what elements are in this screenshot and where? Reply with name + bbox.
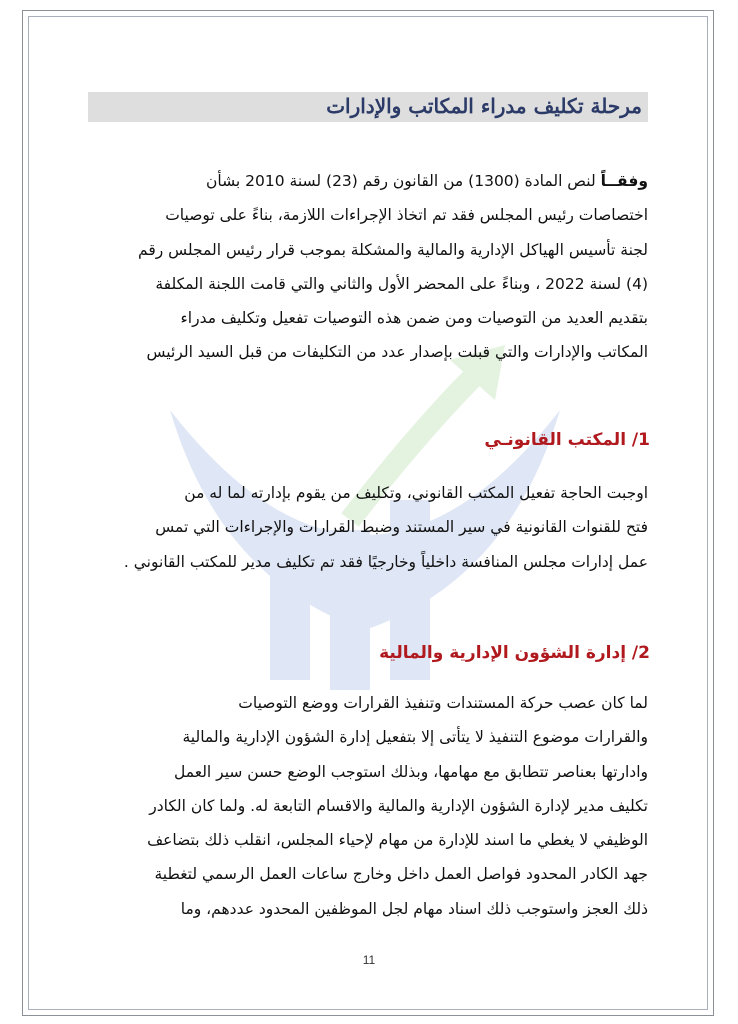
page-number: 11 (362, 953, 376, 967)
text-line: عمل إدارات مجلس المنافسة داخلياً وخارجيًا فقد تم تكليف مدير للمكتب القانوني . (123, 552, 648, 571)
section2-paragraph (88, 686, 648, 926)
section-title-legal-office: 1/ المكتب القانونـي (484, 430, 650, 450)
page-title: مرحلة تكليف مدراء المكاتب والإدارات (326, 94, 642, 118)
text-line: والقرارات موضوع التنفيذ لا يتأتى إلا بتفعيل إدارة الشؤون الإدارية والمالية (182, 728, 648, 747)
text-line: جهد الكادر المحدود فواصل العمل داخل وخارج ساعات العمل الرسمي لتغطية (154, 865, 648, 884)
text-line: بتقديم العديد من التوصيات ومن ضمن هذه التوصيات تفعيل وتكليف مدراء (180, 309, 648, 328)
text-line: وادارتها بعناصر تتطابق مع مهامها، وبذلك استوجب الوضع حسن سير العمل (174, 762, 648, 781)
text-line: (4) لسنة 2022 ، وبناءً على المحضر الأول والثاني والتي قامت اللجنة المكلفة (155, 274, 648, 293)
text-line: لما كان عصب حركة المستندات وتنفيذ القرارات ووضع التوصيات (238, 694, 648, 712)
text-line: اختصاصات رئيس المجلس فقد تم اتخاذ الإجراءات اللازمة، بناءً على توصيات (165, 206, 648, 225)
text-line: لجنة تأسيس الهياكل الإدارية والمالية والمشكلة بموجب قرار رئيس المجلس رقم (138, 240, 648, 259)
heading-bar (88, 92, 648, 122)
section1-paragraph (88, 476, 648, 579)
text-line: فتح للقنوات القانونية في سير المستند وضبط القرارات والإجراءات التي تمس (155, 518, 648, 537)
intro-paragraph (88, 164, 648, 370)
text-line: الوظيفي لا يغطي ما اسند للإدارة من مهام لإحياء المجلس، انقلب ذلك بتضاعف (147, 831, 648, 850)
lead-word: وفقــاً (600, 172, 648, 190)
section-title-admin-finance: 2/ إدارة الشؤون الإدارية والمالية (379, 643, 650, 663)
text-line: اوجبت الحاجة تفعيل المكتب القانوني، وتكليف من يقوم بإدارته لما له من (184, 484, 648, 502)
text-line: ذلك العجز واستوجب ذلك اسناد مهام لجل الموظفين المحدود عددهم، وما (180, 899, 648, 918)
document-body (88, 0, 650, 1024)
text-line: المكاتب والإدارات والتي قبلت بإصدار عدد من التكليفات من قبل السيد الرئيس (146, 343, 648, 362)
text-line: تكليف مدير لإدارة الشؤون الإدارية والمالية والاقسام التابعة له. ولما كان الكادر (149, 796, 648, 815)
text-line: وفقــاً لنص المادة (1300) من القانون رقم (23) لسنة 2010 بشأن (205, 172, 648, 190)
